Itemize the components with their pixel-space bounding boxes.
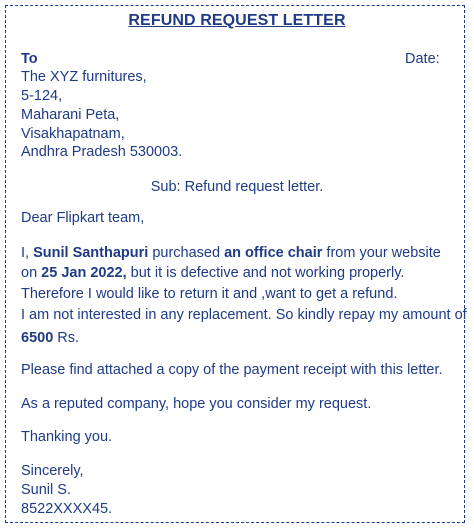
sender-name: Sunil S. [21, 482, 71, 498]
body-line: As a reputed company, hope you consider my request. [21, 396, 372, 412]
subject-line: Sub: Refund request letter. [150, 179, 324, 195]
body-line: I, Sunil Santhapuri purchased an office chair from your website [21, 245, 441, 261]
letter-title: REFUND REQUEST LETTER [128, 12, 346, 29]
address-line: Andhra Pradesh 530003. [21, 144, 183, 160]
purchased-item: an office chair [224, 245, 323, 261]
address-line: The XYZ furnitures, [21, 69, 147, 85]
body-line: 6500 Rs. [21, 330, 80, 346]
date-label: Date: [405, 51, 440, 67]
body-line: Please find attached a copy of the payment receipt with this letter. [21, 362, 443, 378]
body-line: Therefore I would like to return it and ,want to get a refund. [21, 286, 398, 302]
sender-phone: 8522XXXX45. [21, 501, 113, 517]
address-line: 5-124, [21, 88, 63, 104]
to-label: To [21, 51, 38, 67]
address-line: Visakhapatnam, [21, 126, 125, 142]
purchase-date: 25 Jan 2022, [41, 265, 127, 281]
sign-off: Sincerely, [21, 463, 84, 479]
thanks-line: Thanking you. [21, 429, 113, 445]
address-line: Maharani Peta, [21, 107, 120, 123]
body-line: I am not interested in any replacement. So kindly repay my amount of [21, 307, 467, 323]
purchaser-name: Sunil Santhapuri [33, 245, 149, 261]
refund-amount: 6500 [21, 330, 54, 346]
body-line: on 25 Jan 2022, but it is defective and not working properly. [21, 265, 405, 281]
salutation: Dear Flipkart team, [21, 210, 145, 226]
